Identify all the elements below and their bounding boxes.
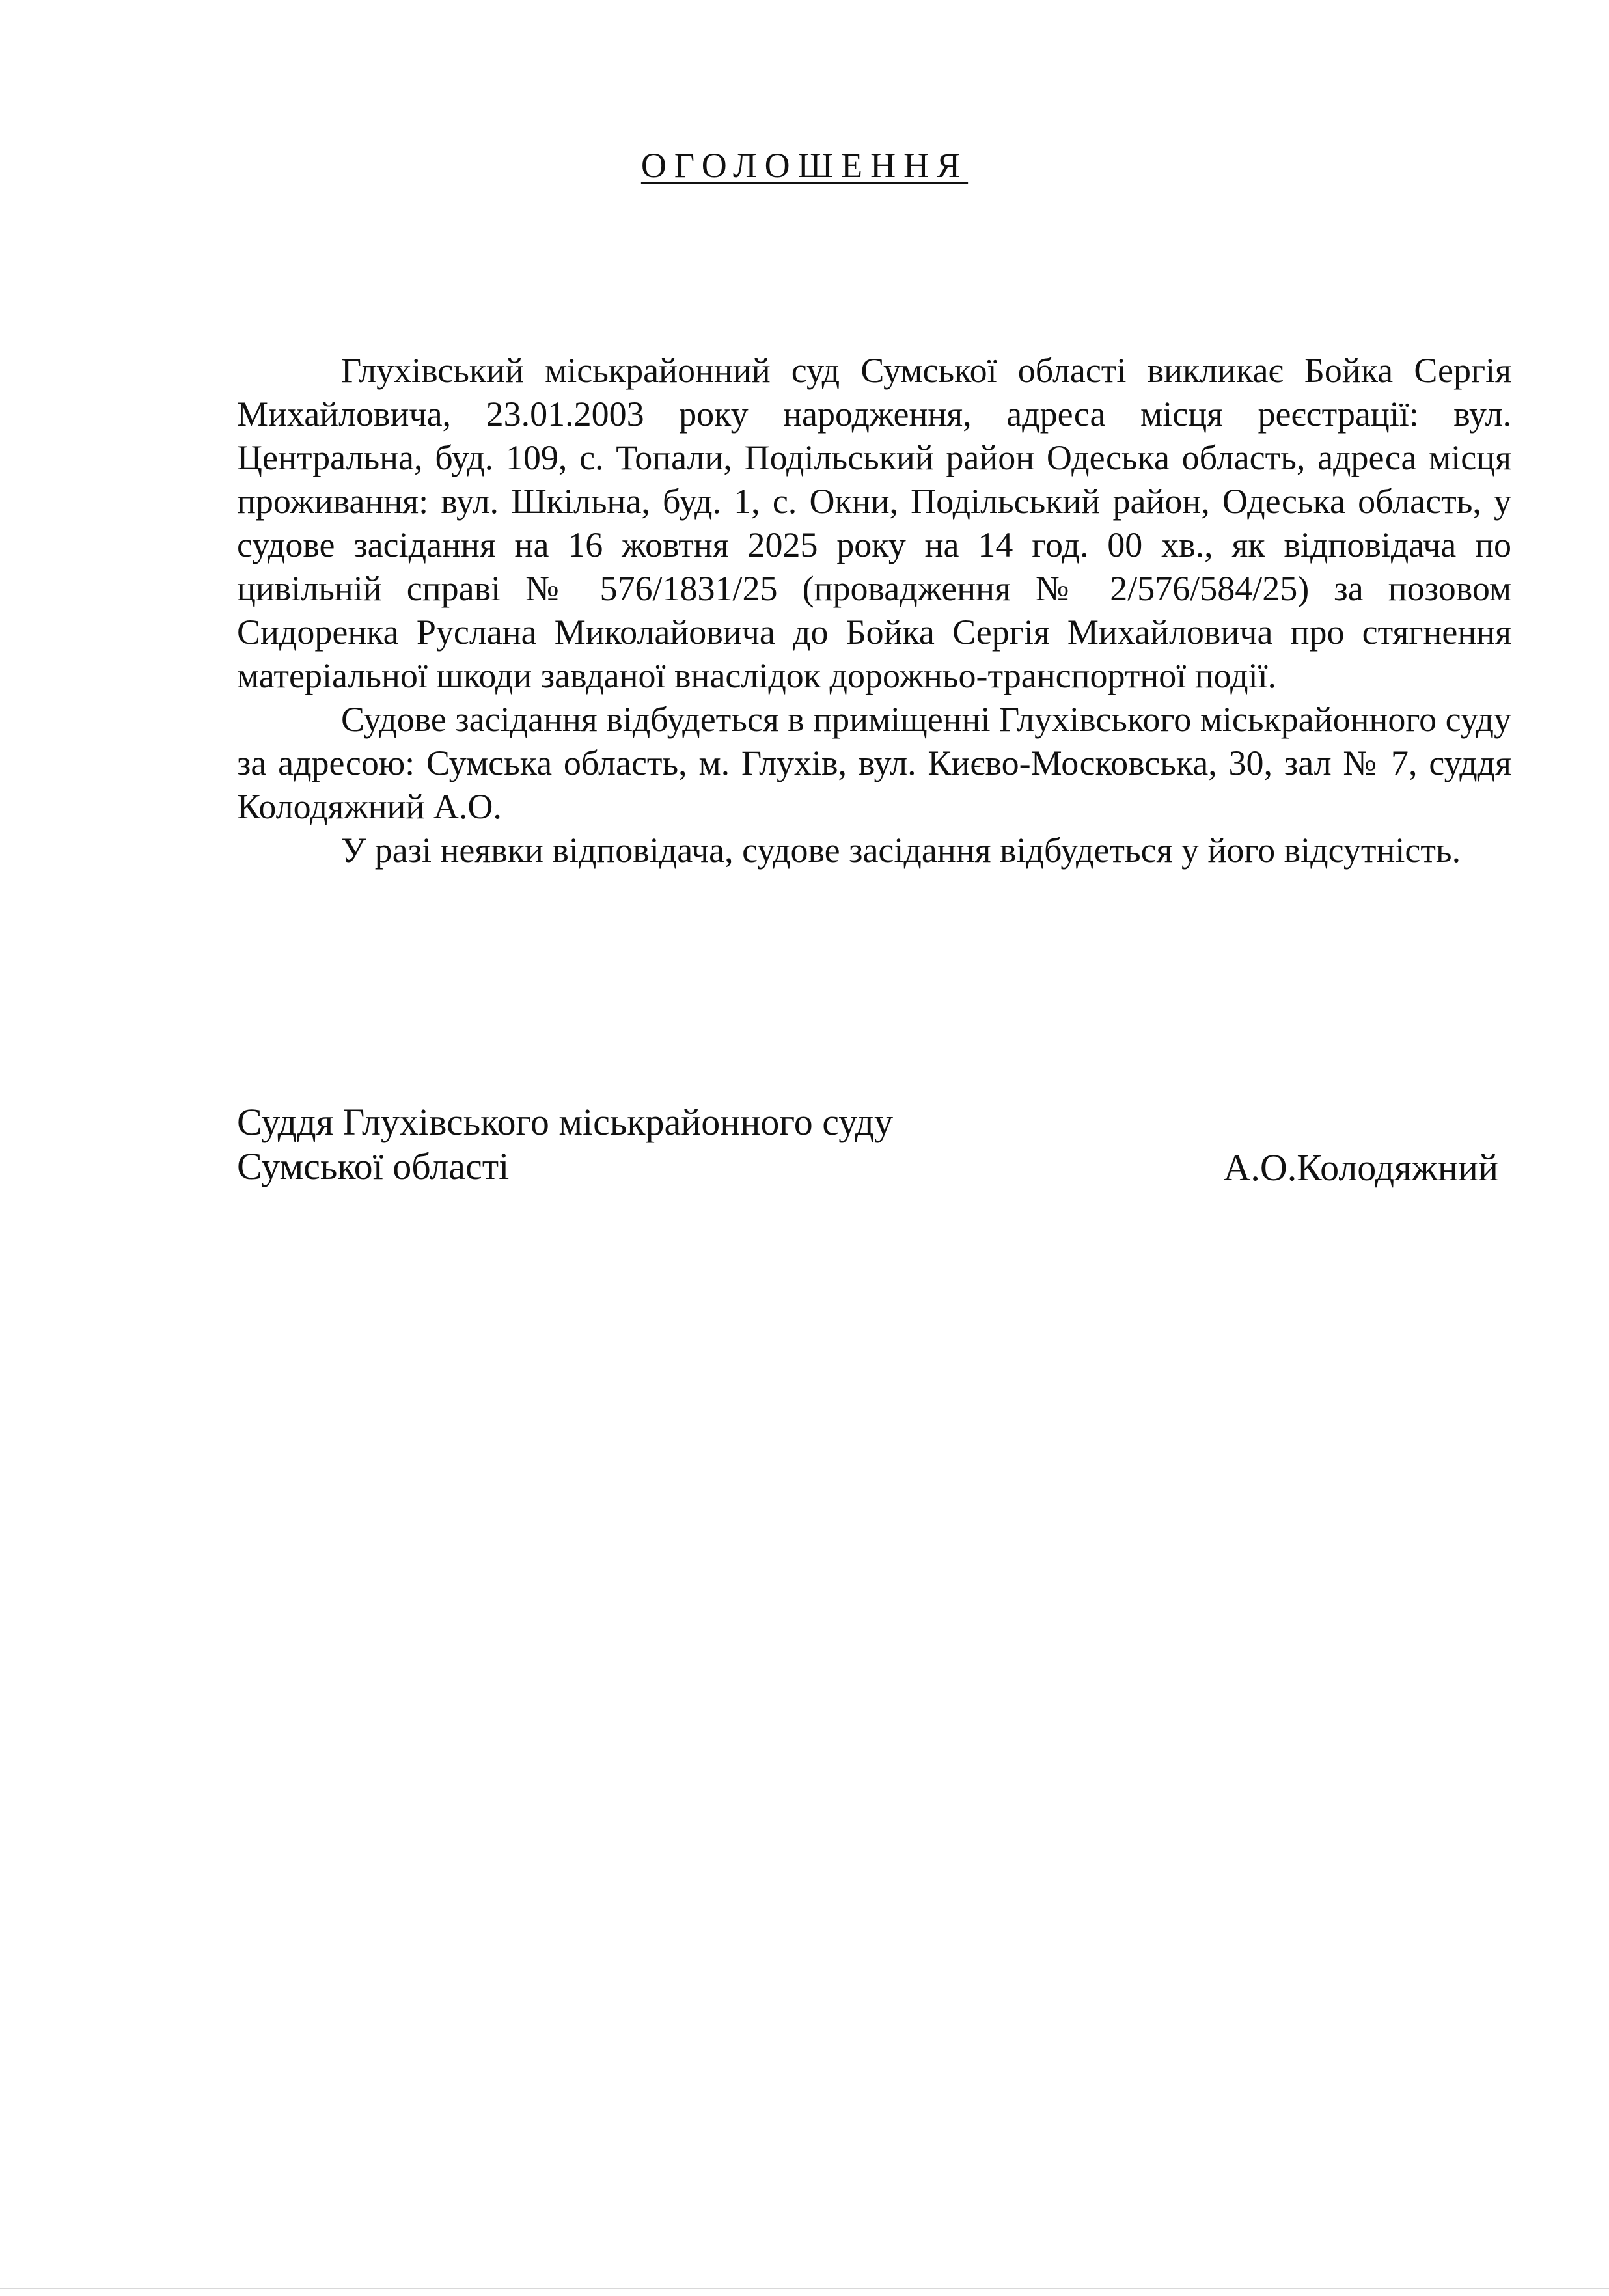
signature-name: А.О.Колодяжний <box>1223 1146 1498 1189</box>
paragraph-absence-notice: У разі неявки відповідача, судове засідання відбудеться у його відсутність. <box>341 831 1461 870</box>
scan-edge-divider <box>0 2288 1609 2289</box>
paragraph-hearing-location: Судове засідання відбудеться в приміщенні Глухівського міськрайонного суду за адресою: Сумська область, м. Глухів, вул. Києво-Московська, 30, зал № 7, суддя Колодяжний А.О. <box>237 700 1512 826</box>
document-body <box>237 349 1511 872</box>
signature-position <box>237 1100 893 1189</box>
document-title: ОГОЛОШЕННЯ <box>640 146 969 185</box>
signature-position-line-2: Сумської області <box>237 1145 510 1187</box>
paragraph-summons: Глухівський міськрайонний суд Сумської області викликає Бойка Сергія Михайловича, 23.01.2003 року народження, адреса місця реєстрації: вул. Центральна, буд. 109, с. Топали, Подільський район Одеська область, адреса місця проживання: вул. Шкільна, буд. 1, с. Окни, Подільський район, Одеська область, у судове засідання на 16 жовтня 2025 року на 14 год. 00 хв., як відповідача по цивільній справі № 576/1831/25 (провадження № 2/576/584/25) за позовом Сидоренка Руслана Миколайовича до Бойка Сергія Михайловича про стягнення матеріальної шкоди завданої внаслідок дорожньо-транспортної події. <box>237 351 1511 695</box>
signature-position-line-1: Суддя Глухівського міськрайонного суду <box>237 1101 894 1143</box>
